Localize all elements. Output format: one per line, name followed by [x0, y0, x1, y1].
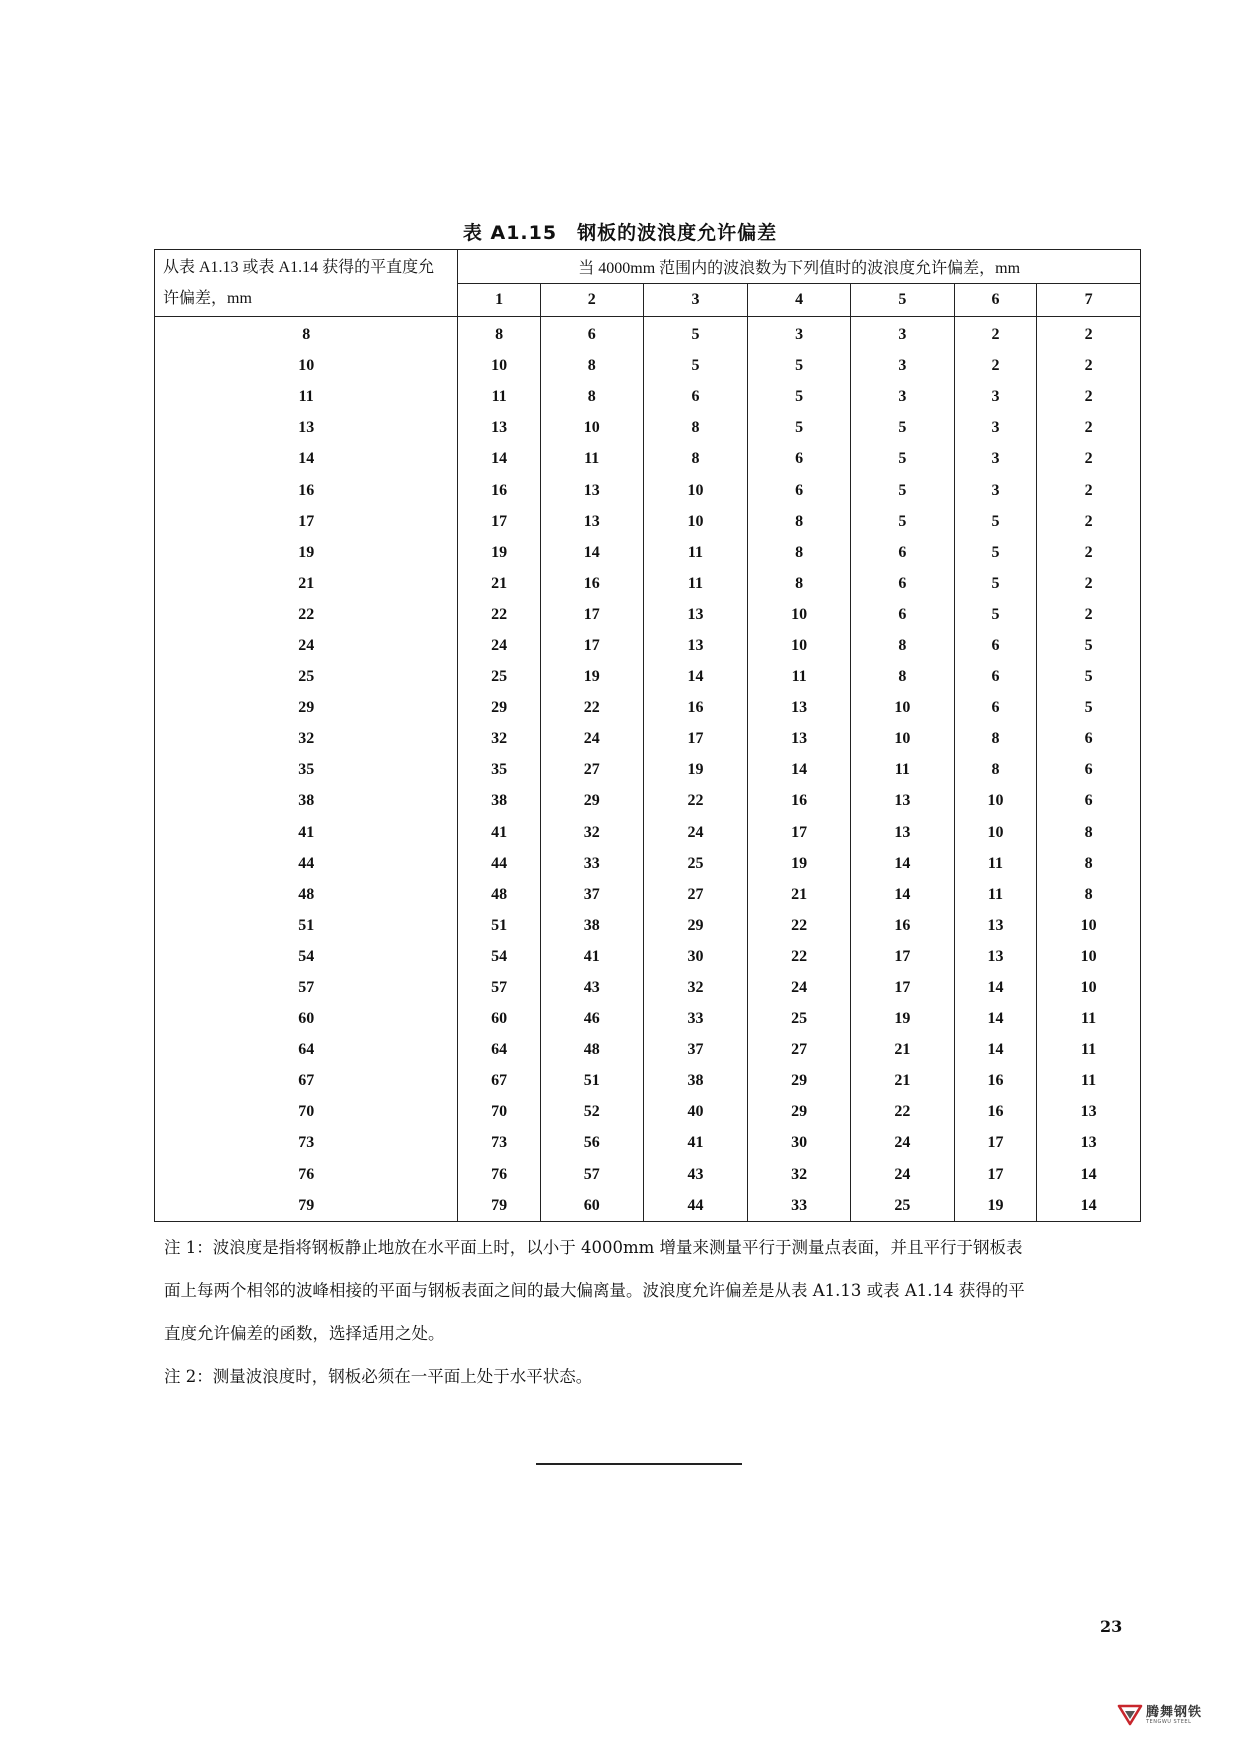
table-body	[155, 317, 1141, 1222]
waviness-tolerance-cell: 33	[540, 848, 643, 879]
waviness-tolerance-cell: 17	[850, 972, 954, 1003]
waviness-tolerance-cell: 11	[748, 661, 851, 692]
waviness-tolerance-cell: 6	[1037, 754, 1141, 785]
waviness-tolerance-cell: 52	[540, 1096, 643, 1127]
waviness-tolerance-cell: 6	[540, 317, 643, 351]
waviness-tolerance-cell: 10	[748, 630, 851, 661]
table-row	[155, 817, 1141, 848]
waviness-tolerance-cell: 3	[850, 350, 954, 381]
waviness-tolerance-cell: 13	[954, 910, 1037, 941]
waviness-tolerance-cell: 16	[458, 474, 541, 505]
note-1-line-2: 面上每两个相邻的波峰相接的平面与钢板表面之间的最大偏离量。波浪度允许偏差是从表 A1.13 或表 A1.14 获得的平	[164, 1281, 1025, 1300]
waviness-tolerance-cell: 8	[643, 443, 748, 474]
waviness-tolerance-cell: 38	[458, 785, 541, 816]
waviness-tolerance-cell: 30	[643, 941, 748, 972]
wave-count-column-header: 1	[458, 283, 541, 317]
waviness-tolerance-cell: 22	[850, 1096, 954, 1127]
table-row	[155, 317, 1141, 351]
waviness-tolerance-cell: 48	[458, 879, 541, 910]
waviness-tolerance-cell: 11	[643, 568, 748, 599]
waviness-tolerance-cell: 79	[458, 1190, 541, 1222]
waviness-tolerance-cell: 11	[540, 443, 643, 474]
waviness-tolerance-cell: 14	[1037, 1159, 1141, 1190]
waviness-tolerance-cell: 19	[458, 537, 541, 568]
flatness-tolerance-cell: 29	[155, 692, 458, 723]
waviness-tolerance-cell: 6	[954, 630, 1037, 661]
table-row	[155, 412, 1141, 443]
flatness-tolerance-cell: 24	[155, 630, 458, 661]
waviness-tolerance-cell: 14	[643, 661, 748, 692]
waviness-tolerance-cell: 46	[540, 1003, 643, 1034]
flatness-tolerance-cell: 44	[155, 848, 458, 879]
note-1-line-3: 直度允许偏差的函数，选择适用之处。	[164, 1324, 445, 1343]
waviness-tolerance-cell: 38	[540, 910, 643, 941]
waviness-tolerance-cell: 21	[850, 1034, 954, 1065]
waviness-tolerance-cell: 10	[643, 474, 748, 505]
flatness-tolerance-cell: 25	[155, 661, 458, 692]
waviness-tolerance-cell: 19	[540, 661, 643, 692]
waviness-tolerance-cell: 5	[850, 412, 954, 443]
waviness-tolerance-cell: 25	[748, 1003, 851, 1034]
flatness-tolerance-cell: 17	[155, 506, 458, 537]
waviness-tolerance-cell: 8	[954, 723, 1037, 754]
waviness-tolerance-cell: 8	[1037, 879, 1141, 910]
flatness-tolerance-cell: 32	[155, 723, 458, 754]
waviness-tolerance-cell: 2	[1037, 412, 1141, 443]
waviness-tolerance-cell: 22	[748, 941, 851, 972]
waviness-tolerance-cell: 8	[458, 317, 541, 351]
waviness-tolerance-cell: 29	[748, 1096, 851, 1127]
waviness-tolerance-cell: 8	[954, 754, 1037, 785]
waviness-tolerance-cell: 24	[458, 630, 541, 661]
flatness-tolerance-cell: 10	[155, 350, 458, 381]
waviness-tolerance-cell: 17	[850, 941, 954, 972]
waviness-tolerance-cell: 6	[850, 599, 954, 630]
waviness-tolerance-cell: 13	[850, 785, 954, 816]
waviness-tolerance-cell: 11	[643, 537, 748, 568]
waviness-tolerance-cell: 5	[1037, 692, 1141, 723]
waviness-tolerance-cell: 5	[643, 350, 748, 381]
flatness-tolerance-cell: 51	[155, 910, 458, 941]
waviness-tolerance-cell: 6	[1037, 723, 1141, 754]
waviness-tolerance-cell: 10	[1037, 972, 1141, 1003]
table-row	[155, 941, 1141, 972]
waviness-tolerance-cell: 16	[954, 1096, 1037, 1127]
waviness-tolerance-cell: 10	[1037, 910, 1141, 941]
waviness-tolerance-cell: 5	[748, 412, 851, 443]
table-row	[155, 1065, 1141, 1096]
waviness-tolerance-cell: 10	[954, 785, 1037, 816]
flatness-tolerance-cell: 76	[155, 1159, 458, 1190]
waviness-tolerance-cell: 3	[954, 412, 1037, 443]
waviness-tolerance-cell: 8	[1037, 848, 1141, 879]
waviness-tolerance-cell: 19	[850, 1003, 954, 1034]
waviness-tolerance-cell: 13	[748, 692, 851, 723]
waviness-tolerance-cell: 51	[458, 910, 541, 941]
waviness-tolerance-cell: 19	[748, 848, 851, 879]
waviness-tolerance-cell: 5	[643, 317, 748, 351]
waviness-tolerance-cell: 13	[954, 941, 1037, 972]
note-1-line-1: 注 1：波浪度是指将钢板静止地放在水平面上时，以小于 4000mm 增量来测量平行于测量点表面，并且平行于钢板表	[164, 1238, 1023, 1257]
waviness-tolerance-cell: 22	[643, 785, 748, 816]
waviness-tolerance-cell: 16	[850, 910, 954, 941]
waviness-tolerance-cell: 6	[748, 443, 851, 474]
waviness-tolerance-cell: 43	[643, 1159, 748, 1190]
waviness-tolerance-cell: 2	[1037, 474, 1141, 505]
waviness-tolerance-cell: 24	[540, 723, 643, 754]
table-notes	[164, 1226, 1114, 1398]
flatness-tolerance-cell: 60	[155, 1003, 458, 1034]
table-row	[155, 1190, 1141, 1222]
waviness-tolerance-cell: 5	[954, 599, 1037, 630]
wave-count-group-header: 当 4000mm 范围内的波浪数为下列值时的波浪度允许偏差，mm	[458, 250, 1141, 284]
waviness-tolerance-cell: 37	[540, 879, 643, 910]
waviness-tolerance-cell: 13	[458, 412, 541, 443]
waviness-tolerance-cell: 22	[748, 910, 851, 941]
waviness-tolerance-cell: 11	[1037, 1034, 1141, 1065]
waviness-tolerance-cell: 21	[850, 1065, 954, 1096]
table-row	[155, 506, 1141, 537]
waviness-tolerance-cell: 5	[954, 537, 1037, 568]
waviness-tolerance-cell: 3	[850, 317, 954, 351]
waviness-tolerance-cell: 32	[458, 723, 541, 754]
waviness-tolerance-cell: 27	[748, 1034, 851, 1065]
brand-logo	[1117, 1700, 1232, 1730]
waviness-tolerance-cell: 8	[643, 412, 748, 443]
waviness-tolerance-cell: 60	[458, 1003, 541, 1034]
flatness-tolerance-cell: 48	[155, 879, 458, 910]
waviness-tolerance-cell: 6	[954, 692, 1037, 723]
waviness-tolerance-cell: 13	[540, 474, 643, 505]
waviness-tolerance-cell: 3	[954, 443, 1037, 474]
waviness-tolerance-cell: 8	[748, 568, 851, 599]
waviness-tolerance-cell: 17	[458, 506, 541, 537]
waviness-tolerance-cell: 14	[954, 972, 1037, 1003]
waviness-tolerance-cell: 2	[1037, 350, 1141, 381]
waviness-tolerance-cell: 11	[954, 879, 1037, 910]
wave-count-column-header: 4	[748, 283, 851, 317]
waviness-tolerance-cell: 11	[458, 381, 541, 412]
table-row	[155, 723, 1141, 754]
waviness-tolerance-cell: 2	[1037, 443, 1141, 474]
waviness-tolerance-cell: 10	[850, 692, 954, 723]
table-row	[155, 1034, 1141, 1065]
table-row	[155, 848, 1141, 879]
waviness-tolerance-cell: 10	[850, 723, 954, 754]
waviness-tolerance-cell: 21	[748, 879, 851, 910]
waviness-tolerance-cell: 32	[643, 972, 748, 1003]
tengwu-logo-icon	[1117, 1703, 1143, 1727]
waviness-tolerance-cell: 25	[458, 661, 541, 692]
waviness-tolerance-cell: 17	[748, 817, 851, 848]
waviness-tolerance-cell: 2	[1037, 599, 1141, 630]
waviness-tolerance-cell: 6	[748, 474, 851, 505]
waviness-tolerance-cell: 13	[643, 630, 748, 661]
waviness-tolerance-cell: 5	[954, 568, 1037, 599]
waviness-tolerance-cell: 10	[954, 817, 1037, 848]
table-row	[155, 474, 1141, 505]
waviness-tolerance-cell: 22	[540, 692, 643, 723]
waviness-tolerance-cell: 44	[458, 848, 541, 879]
wave-count-column-header: 2	[540, 283, 643, 317]
flatness-tolerance-cell: 19	[155, 537, 458, 568]
waviness-tolerance-cell: 5	[850, 474, 954, 505]
waviness-tolerance-cell: 24	[850, 1127, 954, 1158]
waviness-tolerance-cell: 25	[643, 848, 748, 879]
wave-count-column-header: 6	[954, 283, 1037, 317]
waviness-tolerance-cell: 6	[850, 537, 954, 568]
waviness-tolerance-cell: 13	[1037, 1096, 1141, 1127]
waviness-tolerance-cell: 41	[540, 941, 643, 972]
flatness-tolerance-cell: 54	[155, 941, 458, 972]
waviness-tolerance-cell: 30	[748, 1127, 851, 1158]
waviness-tolerance-cell: 10	[1037, 941, 1141, 972]
waviness-tolerance-cell: 73	[458, 1127, 541, 1158]
flatness-tolerance-cell: 73	[155, 1127, 458, 1158]
flatness-tolerance-cell: 41	[155, 817, 458, 848]
waviness-tolerance-cell: 10	[643, 506, 748, 537]
flatness-tolerance-cell: 22	[155, 599, 458, 630]
waviness-tolerance-cell: 57	[540, 1159, 643, 1190]
waviness-tolerance-cell: 3	[850, 381, 954, 412]
waviness-tolerance-cell: 10	[748, 599, 851, 630]
waviness-tolerance-cell: 8	[748, 506, 851, 537]
waviness-tolerance-cell: 8	[1037, 817, 1141, 848]
waviness-tolerance-cell: 2	[954, 350, 1037, 381]
waviness-tolerance-cell: 14	[1037, 1190, 1141, 1222]
waviness-tolerance-cell: 14	[954, 1034, 1037, 1065]
table-row	[155, 1159, 1141, 1190]
wave-count-column-header: 7	[1037, 283, 1141, 317]
waviness-tolerance-cell: 24	[850, 1159, 954, 1190]
flatness-tolerance-cell: 57	[155, 972, 458, 1003]
table-row	[155, 972, 1141, 1003]
waviness-tolerance-cell: 6	[850, 568, 954, 599]
waviness-tolerance-cell: 3	[954, 381, 1037, 412]
waviness-tolerance-cell: 2	[954, 317, 1037, 351]
flatness-tolerance-cell: 16	[155, 474, 458, 505]
waviness-tolerance-cell: 24	[748, 972, 851, 1003]
table-row	[155, 910, 1141, 941]
flatness-tolerance-header: 从表 A1.13 或表 A1.14 获得的平直度允许偏差，mm	[155, 250, 458, 317]
waviness-tolerance-cell: 10	[458, 350, 541, 381]
waviness-tolerance-cell: 29	[643, 910, 748, 941]
waviness-tolerance-cell: 13	[643, 599, 748, 630]
waviness-tolerance-cell: 33	[748, 1190, 851, 1222]
flatness-tolerance-cell: 14	[155, 443, 458, 474]
table-row	[155, 443, 1141, 474]
waviness-tolerance-cell: 27	[643, 879, 748, 910]
flatness-tolerance-cell: 79	[155, 1190, 458, 1222]
waviness-tolerance-cell: 13	[748, 723, 851, 754]
waviness-tolerance-cell: 44	[643, 1190, 748, 1222]
waviness-tolerance-cell: 8	[850, 661, 954, 692]
waviness-tolerance-cell: 11	[954, 848, 1037, 879]
waviness-tolerance-cell: 29	[458, 692, 541, 723]
waviness-tolerance-cell: 16	[748, 785, 851, 816]
waviness-tolerance-cell: 17	[954, 1127, 1037, 1158]
flatness-tolerance-cell: 11	[155, 381, 458, 412]
wave-count-column-header: 3	[643, 283, 748, 317]
waviness-tolerance-cell: 14	[458, 443, 541, 474]
waviness-tolerance-cell: 51	[540, 1065, 643, 1096]
table-row	[155, 630, 1141, 661]
table-row	[155, 1127, 1141, 1158]
flatness-tolerance-cell: 70	[155, 1096, 458, 1127]
brand-name-en: TENGWU STEEL	[1146, 1718, 1192, 1725]
table-row	[155, 661, 1141, 692]
waviness-tolerance-cell: 41	[458, 817, 541, 848]
flatness-tolerance-cell: 8	[155, 317, 458, 351]
page-number: 23	[1100, 1617, 1123, 1636]
waviness-tolerance-cell: 56	[540, 1127, 643, 1158]
waviness-tolerance-cell: 5	[850, 506, 954, 537]
waviness-tolerance-cell: 24	[643, 817, 748, 848]
waviness-tolerance-table	[154, 249, 1141, 1222]
table-row	[155, 1003, 1141, 1034]
waviness-tolerance-cell: 17	[954, 1159, 1037, 1190]
waviness-tolerance-cell: 19	[954, 1190, 1037, 1222]
flatness-tolerance-cell: 21	[155, 568, 458, 599]
waviness-tolerance-cell: 5	[748, 350, 851, 381]
waviness-tolerance-cell: 5	[954, 506, 1037, 537]
flatness-tolerance-cell: 38	[155, 785, 458, 816]
waviness-tolerance-cell: 16	[954, 1065, 1037, 1096]
waviness-tolerance-cell: 8	[540, 381, 643, 412]
wave-count-column-header: 5	[850, 283, 954, 317]
waviness-tolerance-cell: 14	[850, 848, 954, 879]
waviness-tolerance-cell: 21	[458, 568, 541, 599]
table-row	[155, 692, 1141, 723]
brand-name-cn: 腾舞钢铁	[1146, 1704, 1203, 1720]
waviness-tolerance-cell: 33	[643, 1003, 748, 1034]
waviness-tolerance-cell: 8	[540, 350, 643, 381]
table-row	[155, 350, 1141, 381]
waviness-tolerance-cell: 76	[458, 1159, 541, 1190]
waviness-tolerance-cell: 38	[643, 1065, 748, 1096]
table-row	[155, 568, 1141, 599]
end-rule	[536, 1463, 742, 1465]
table-row	[155, 785, 1141, 816]
waviness-tolerance-cell: 67	[458, 1065, 541, 1096]
waviness-tolerance-cell: 64	[458, 1034, 541, 1065]
waviness-tolerance-cell: 60	[540, 1190, 643, 1222]
waviness-tolerance-cell: 17	[540, 599, 643, 630]
waviness-tolerance-cell: 6	[643, 381, 748, 412]
waviness-tolerance-cell: 25	[850, 1190, 954, 1222]
waviness-tolerance-cell: 3	[954, 474, 1037, 505]
waviness-tolerance-cell: 13	[850, 817, 954, 848]
waviness-tolerance-cell: 29	[540, 785, 643, 816]
waviness-tolerance-cell: 13	[1037, 1127, 1141, 1158]
waviness-tolerance-cell: 5	[850, 443, 954, 474]
waviness-tolerance-cell: 2	[1037, 317, 1141, 351]
flatness-tolerance-cell: 13	[155, 412, 458, 443]
waviness-tolerance-cell: 57	[458, 972, 541, 1003]
waviness-tolerance-cell: 16	[643, 692, 748, 723]
waviness-tolerance-cell: 14	[954, 1003, 1037, 1034]
waviness-tolerance-cell: 11	[850, 754, 954, 785]
table-row	[155, 381, 1141, 412]
waviness-tolerance-cell: 27	[540, 754, 643, 785]
waviness-tolerance-cell: 2	[1037, 381, 1141, 412]
waviness-tolerance-cell: 6	[1037, 785, 1141, 816]
waviness-tolerance-cell: 32	[540, 817, 643, 848]
waviness-tolerance-cell: 48	[540, 1034, 643, 1065]
waviness-tolerance-cell: 10	[540, 412, 643, 443]
waviness-tolerance-cell: 43	[540, 972, 643, 1003]
table-row	[155, 599, 1141, 630]
table-row	[155, 537, 1141, 568]
table-row	[155, 879, 1141, 910]
table-row	[155, 754, 1141, 785]
waviness-tolerance-cell: 2	[1037, 568, 1141, 599]
waviness-tolerance-cell: 13	[540, 506, 643, 537]
flatness-tolerance-cell: 35	[155, 754, 458, 785]
note-2: 注 2：测量波浪度时，钢板必须在一平面上处于水平状态。	[164, 1367, 593, 1386]
waviness-tolerance-cell: 32	[748, 1159, 851, 1190]
waviness-tolerance-cell: 14	[850, 879, 954, 910]
waviness-tolerance-cell: 17	[643, 723, 748, 754]
waviness-tolerance-cell: 6	[954, 661, 1037, 692]
table-caption: 表 A1.15 钢板的波浪度允许偏差	[462, 222, 778, 244]
waviness-tolerance-cell: 2	[1037, 537, 1141, 568]
waviness-tolerance-cell: 16	[540, 568, 643, 599]
waviness-tolerance-cell: 17	[540, 630, 643, 661]
waviness-tolerance-cell: 5	[1037, 661, 1141, 692]
waviness-tolerance-cell: 5	[748, 381, 851, 412]
waviness-tolerance-cell: 29	[748, 1065, 851, 1096]
waviness-tolerance-cell: 37	[643, 1034, 748, 1065]
waviness-tolerance-cell: 14	[748, 754, 851, 785]
waviness-tolerance-cell: 40	[643, 1096, 748, 1127]
waviness-tolerance-cell: 41	[643, 1127, 748, 1158]
flatness-tolerance-cell: 67	[155, 1065, 458, 1096]
waviness-tolerance-cell: 14	[540, 537, 643, 568]
waviness-tolerance-cell: 11	[1037, 1065, 1141, 1096]
waviness-tolerance-cell: 3	[748, 317, 851, 351]
waviness-tolerance-cell: 22	[458, 599, 541, 630]
table-row	[155, 1096, 1141, 1127]
waviness-tolerance-cell: 35	[458, 754, 541, 785]
waviness-tolerance-cell: 70	[458, 1096, 541, 1127]
waviness-tolerance-cell: 5	[1037, 630, 1141, 661]
waviness-tolerance-cell: 11	[1037, 1003, 1141, 1034]
flatness-tolerance-cell: 64	[155, 1034, 458, 1065]
waviness-tolerance-cell: 8	[748, 537, 851, 568]
waviness-tolerance-cell: 8	[850, 630, 954, 661]
waviness-tolerance-cell: 54	[458, 941, 541, 972]
waviness-tolerance-cell: 2	[1037, 506, 1141, 537]
waviness-tolerance-cell: 19	[643, 754, 748, 785]
